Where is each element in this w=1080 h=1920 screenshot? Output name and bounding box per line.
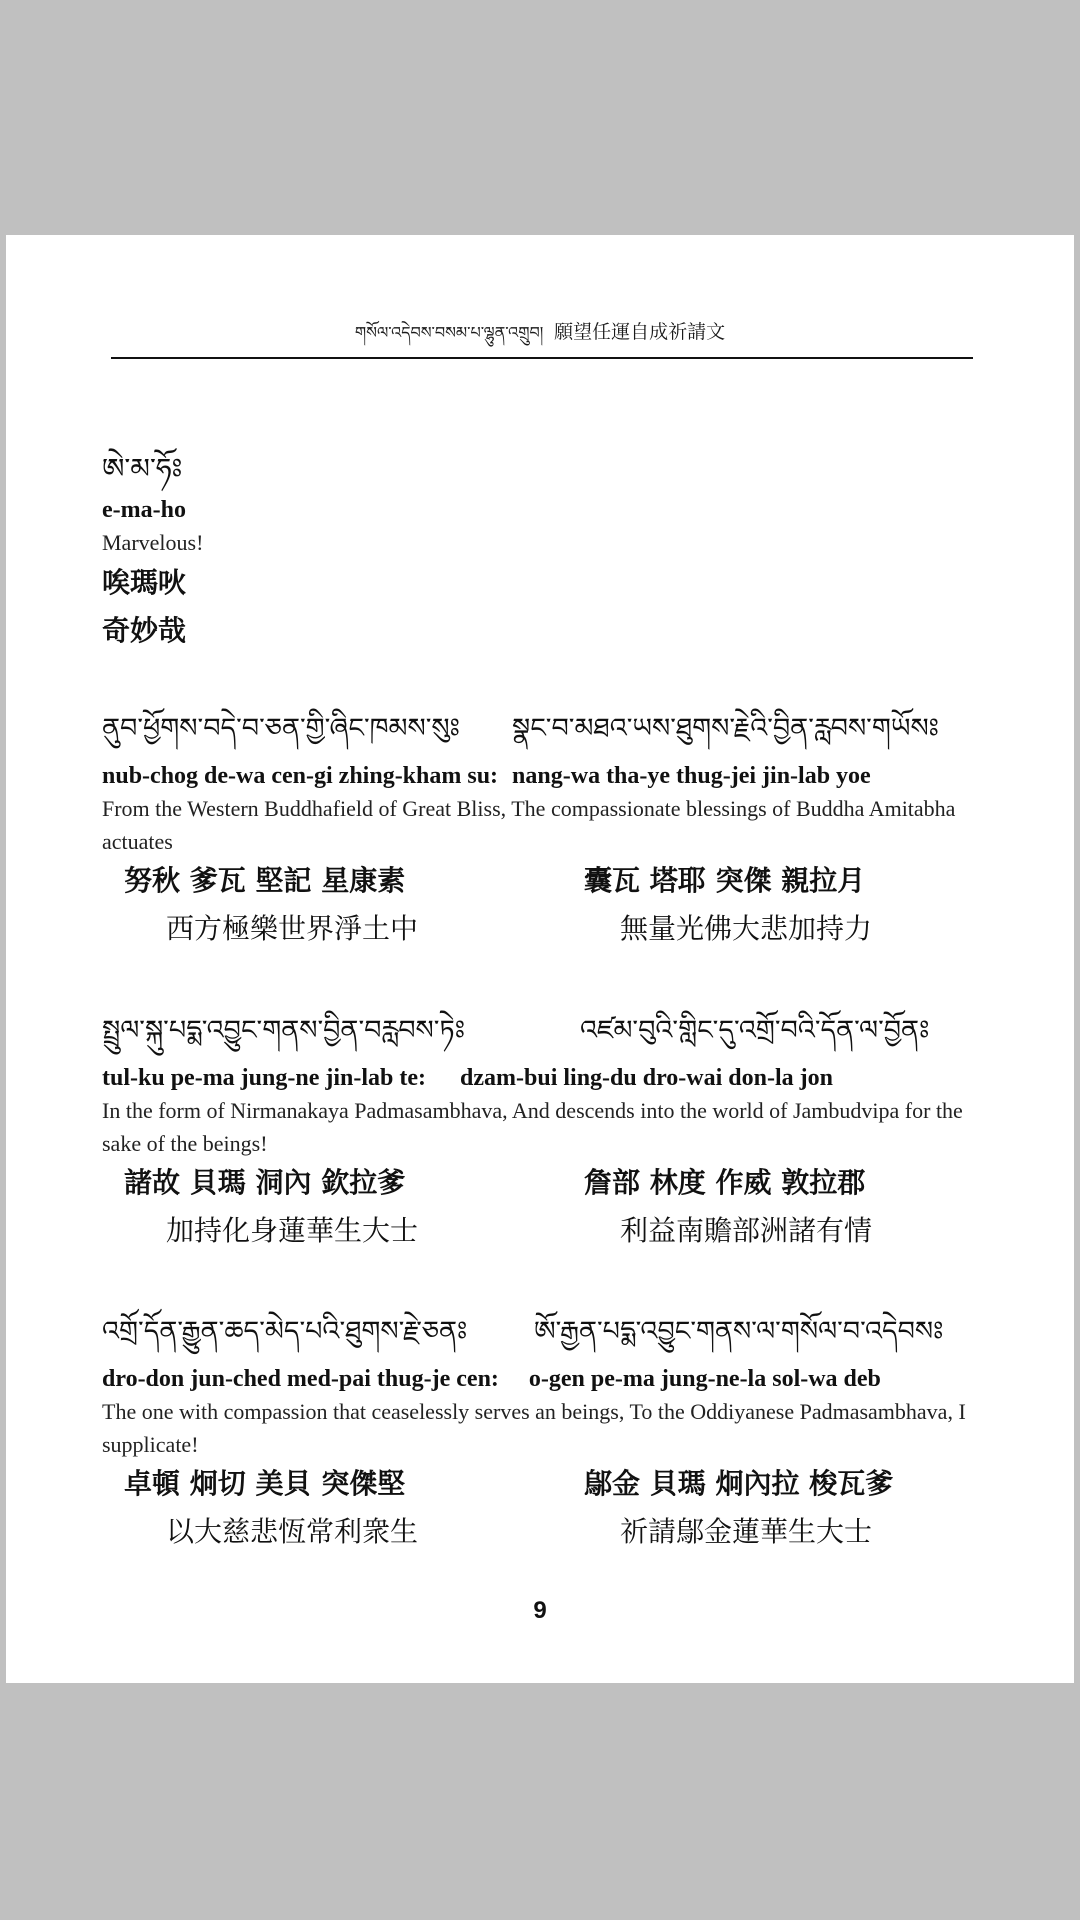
- running-header: [6, 315, 1074, 360]
- verse-3-transliteration-right: o-gen pe-ma jung-ne-la sol-wa deb: [528, 1366, 881, 1392]
- header-tibetan-title: གསོལ་འདེབས་བསམ་པ་ལྷུན་འགྲུབ།: [354, 323, 544, 342]
- verse-1-chinese-right: 無量光佛大悲加持力: [620, 912, 873, 945]
- verse-1-transliteration-left: nub-chog de-wa cen-gi zhing-kham su:: [102, 763, 499, 789]
- intro-tibetan: ཨེ་མ་ཧོཿ: [102, 452, 183, 485]
- verse-1-tibetan-left: ནུབ་ཕྱོགས་བདེ་བ་ཅན་གྱི་ཞིང་ཁམས་སུཿ: [102, 713, 460, 744]
- verse-1-english: From the Western Buddhafield of Great Bliss, The compassionate blessings of Buddha Amitabha actuates: [102, 796, 956, 854]
- verse-3-tibetan-right: ཨོ་རྒྱན་པདྨ་འབྱུང་གནས་ལ་གསོལ་བ་འདེབསཿ: [534, 1316, 944, 1347]
- verse-2-pronunciation-right: 詹部 林度 作威 敦拉郡: [584, 1166, 866, 1199]
- verse-2-chinese-left: 加持化身蓮華生大士: [166, 1214, 419, 1247]
- page-number: 9: [533, 1597, 547, 1624]
- verse-1-pronunciation-left: 努秋 爹瓦 堅記 星康素: [124, 864, 406, 897]
- verse-2: [102, 1010, 982, 1256]
- verse-3-chinese-right: 祈請鄔金蓮華生大士: [620, 1515, 873, 1548]
- verse-3-transliteration-left: dro-don jun-ched med-pai thug-je cen:: [102, 1366, 499, 1392]
- verse-2-tibetan-left: སྤྲུལ་སྐུ་པདྨ་འབྱུང་གནས་བྱིན་བརླབས་ཏེཿ: [102, 1015, 466, 1046]
- verse-1-pronunciation-right: 囊瓦 塔耶 突傑 親拉月: [584, 864, 866, 897]
- verse-3-pronunciation-right: 鄔金 貝瑪 炯內拉 梭瓦爹: [584, 1467, 894, 1500]
- verse-2-english: In the form of Nirmanakaya Padmasambhava, And descends into the world of Jambudvipa for the sake of the beings!: [102, 1098, 963, 1156]
- intro-chinese: 奇妙哉: [102, 614, 187, 647]
- verse-1-tibetan-right: སྣང་བ་མཐའ་ཡས་ཐུགས་རྗེའི་བྱིན་རླབས་གཡོསཿ: [512, 713, 939, 744]
- intro-pronunciation: 唉瑪吙: [102, 566, 187, 599]
- verse-2-tibetan-right: འཛམ་བུའི་གླིང་དུ་འགྲོ་བའི་དོན་ལ་བྱོནཿ: [580, 1015, 930, 1046]
- verse-2-transliteration-right: dzam-bui ling-du dro-wai don-la jon: [460, 1065, 833, 1091]
- verse-2-chinese-right: 利益南贍部洲諸有情: [620, 1214, 873, 1247]
- verse-3: [102, 1311, 982, 1557]
- header-rule: [111, 357, 973, 359]
- intro-block: [102, 448, 982, 655]
- intro-english: Marvelous!: [102, 530, 204, 555]
- verse-1-transliteration-right: nang-wa tha-ye thug-jei jin-lab yoe: [512, 763, 871, 789]
- verse-3-tibetan-left: འགྲོ་དོན་རྒྱུན་ཆད་མེད་པའི་ཐུགས་རྗེ་ཅནཿ: [102, 1316, 468, 1347]
- verse-1: [102, 708, 982, 954]
- verse-3-english: The one with compassion that ceaselessly serves an beings, To the Oddiyanese Padmasambhava, I supplicate!: [102, 1399, 966, 1457]
- header-chinese-title: 願望任運自成祈請文: [554, 321, 726, 343]
- verse-2-pronunciation-left: 諸故 貝瑪 洞內 欽拉爹: [124, 1166, 406, 1199]
- verse-1-chinese-left: 西方極樂世界淨土中: [166, 912, 419, 945]
- verse-3-chinese-left: 以大慈悲恆常利衆生: [166, 1515, 419, 1548]
- intro-transliteration: e-ma-ho: [102, 497, 186, 523]
- verse-2-transliteration-left: tul-ku pe-ma jung-ne jin-lab te:: [102, 1065, 427, 1091]
- verse-3-pronunciation-left: 卓頓 炯切 美貝 突傑堅: [124, 1467, 406, 1500]
